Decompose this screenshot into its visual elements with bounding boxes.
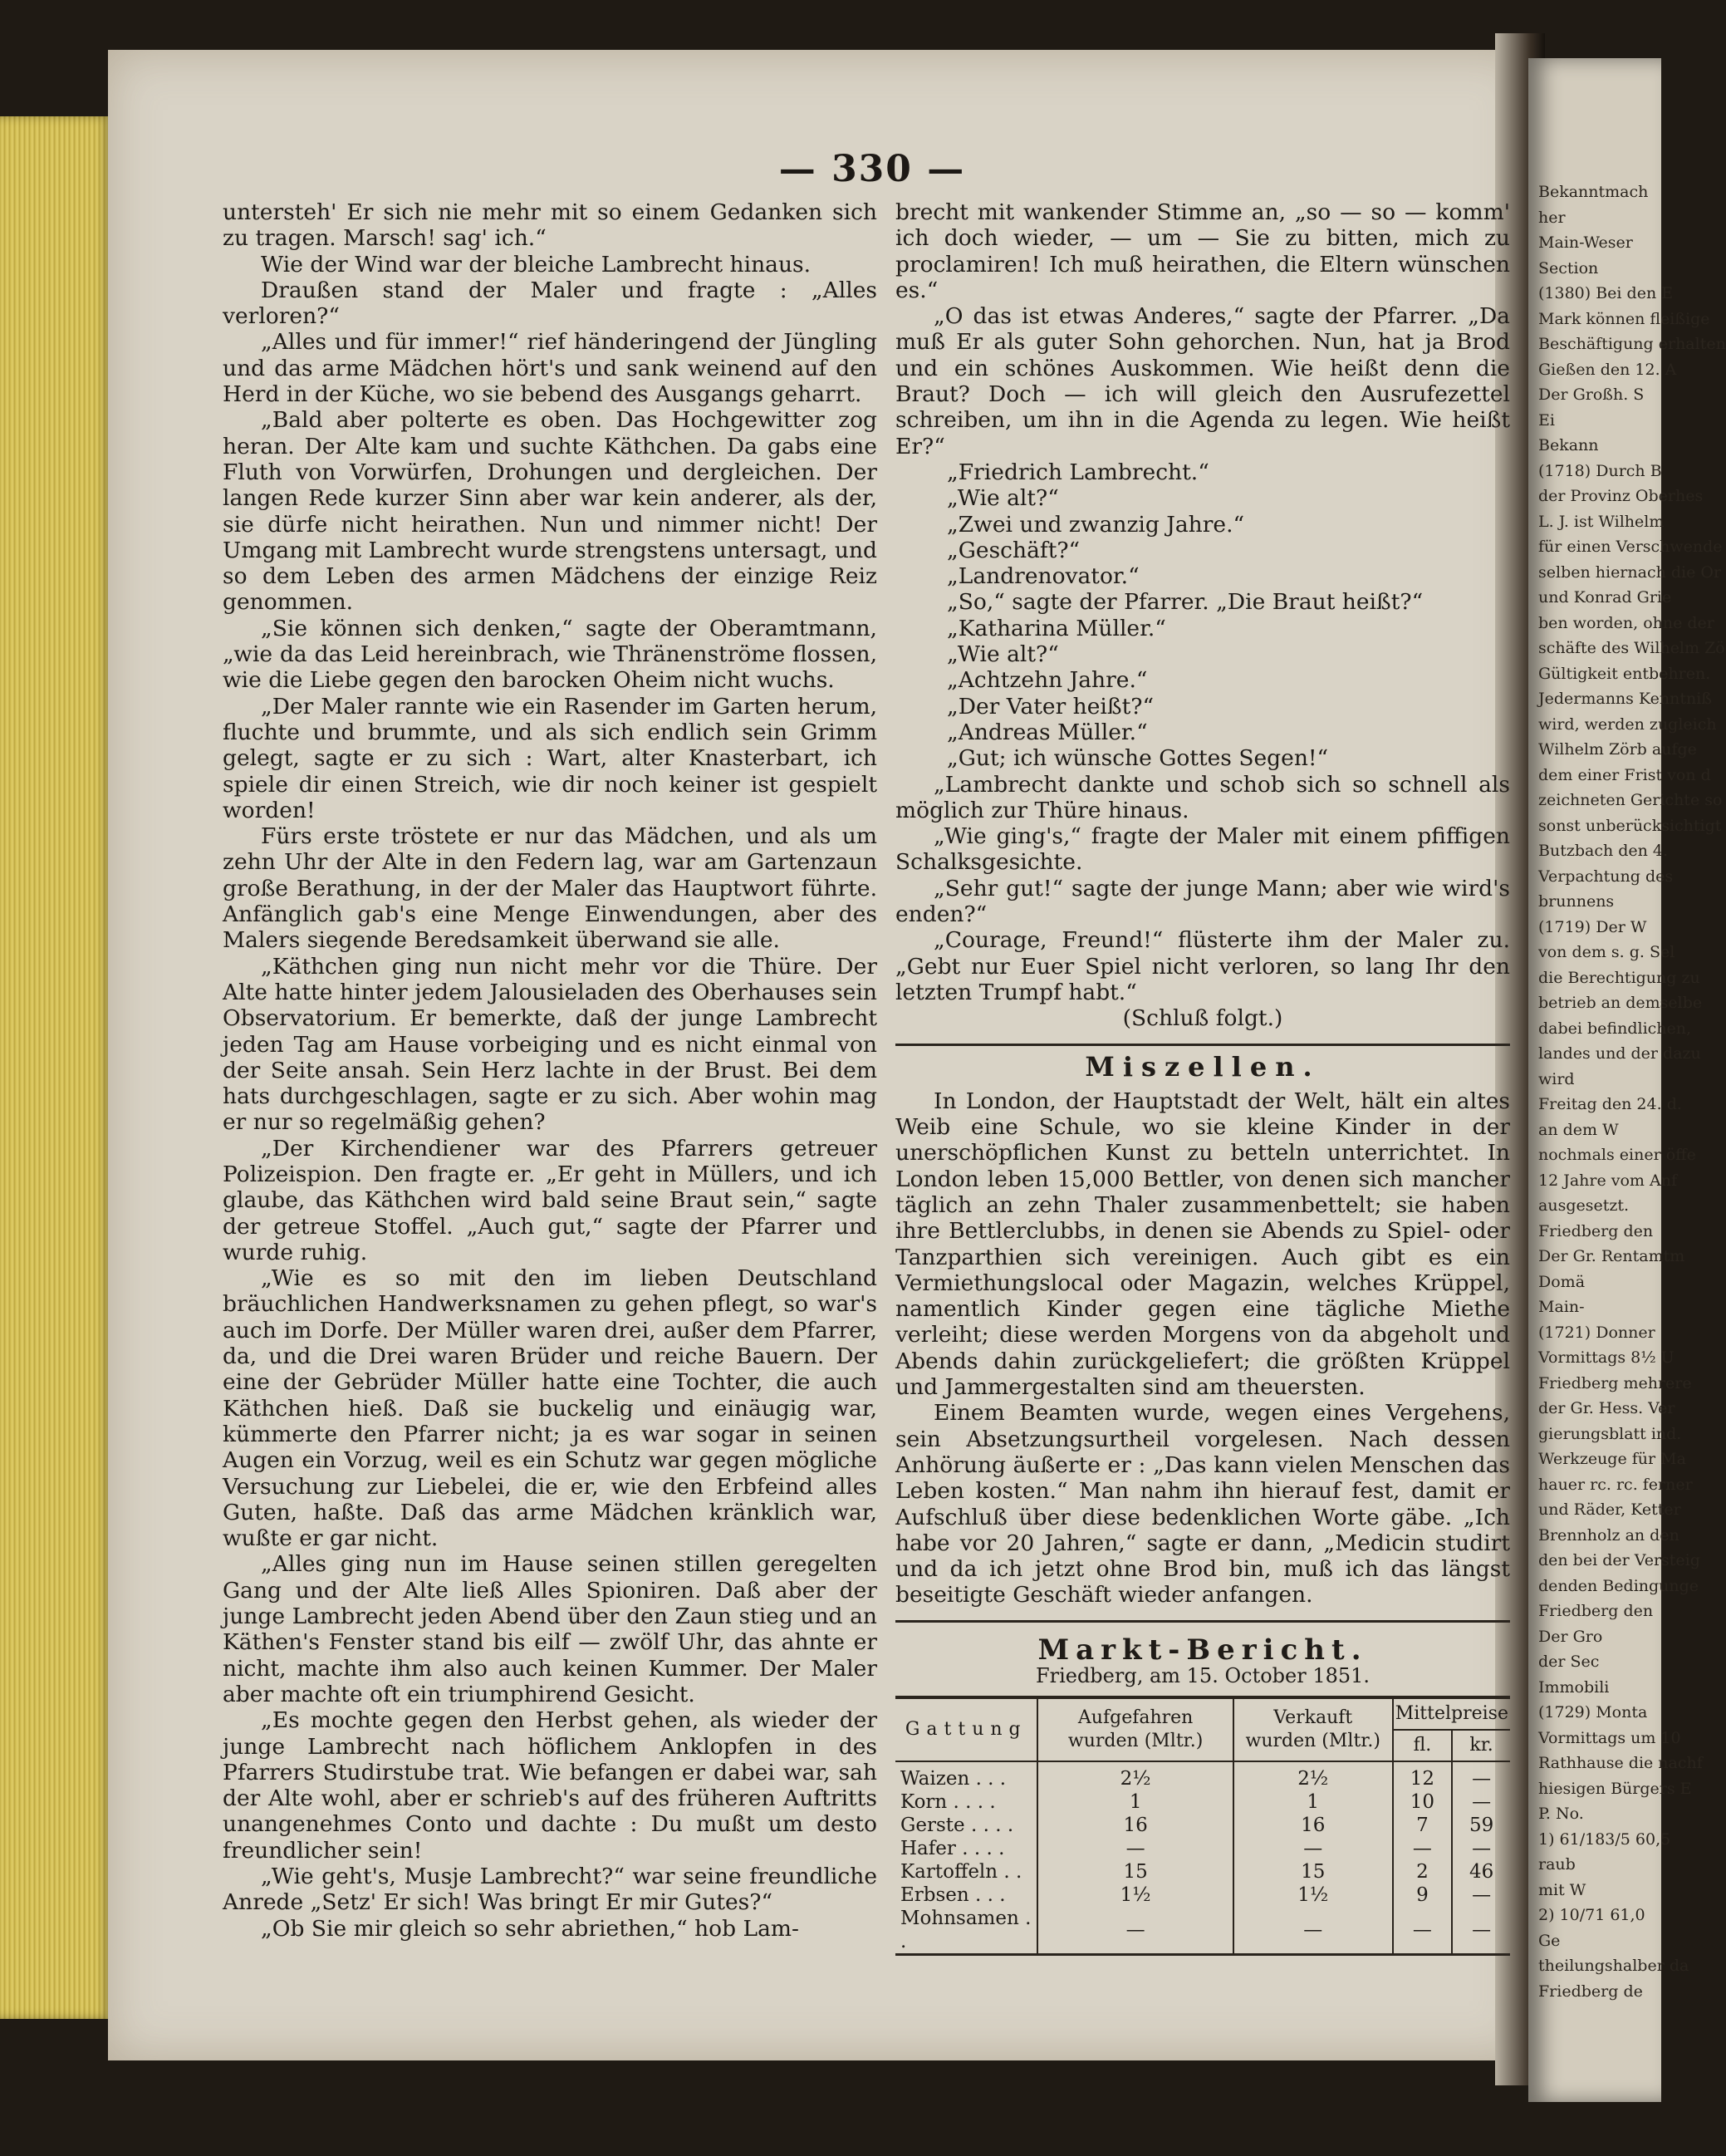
adjacent-page-fragment <box>1528 58 1726 2102</box>
table-row <box>895 1790 1510 1814</box>
header-mittelpreise: Mittelpreise <box>1393 1697 1510 1730</box>
header-gattung: Gattung <box>895 1697 1037 1761</box>
adjacent-page-line: wird, werden zugleich <box>1538 715 1717 734</box>
adjacent-page-line: Brennholz an den <box>1538 1525 1679 1545</box>
adjacent-page-line: Der Gro <box>1538 1627 1603 1646</box>
book-page-edges <box>0 116 112 2019</box>
adjacent-page-line: L. J. ist Wilhelm <box>1538 512 1665 531</box>
table-header-row <box>895 1697 1510 1730</box>
right-column-paragraph: „Lambrecht dankte und schob sich so schnell als möglich zur Thüre hinaus. <box>895 771 1510 823</box>
cell-kr: — <box>1472 1838 1492 1860</box>
adjacent-page-line: (1729) Monta <box>1538 1703 1648 1721</box>
left-column-paragraph: „Wie es so mit den im lieben Deutschland bräuchlichen Handwerksnamen zu gehen pflegt, so war's auch im Dorfe. Der Müller waren drei, außer dem Pfarrer, da, und die Drei waren Brüder und reiche Bauern. Der eine der Gebrüder Müller hatte eine Tochter, die auch Käthchen hieß. Daß sie buckelig und einäugig war, kümmerte den Pfarrer nicht; ja es war sogar in seinen Augen ein Vorzug, weil es ein Schutz war gegen mögliche Versuchung zur Liebelei, die er, wie den Erbfeind alles Guten, haßte. Daß das arme Mädchen kränklich war, wußte er gar nicht. <box>223 1265 877 1552</box>
adjacent-page-line: Vormittags 8½ U <box>1538 1348 1675 1367</box>
table-row <box>895 1907 1510 1955</box>
adjacent-page-line: Domä <box>1538 1272 1586 1291</box>
market-report-subtitle: Friedberg, am 15. October 1851. <box>1035 1664 1371 1688</box>
adjacent-page-line: (1719) Der W <box>1538 917 1647 936</box>
right-column-paragraph: „Friedrich Lambrecht.“ <box>947 459 1209 485</box>
market-table-body <box>895 1761 1510 1955</box>
cell-fl: 2 <box>1393 1860 1452 1883</box>
adjacent-page-line: die Berechtigung zu <box>1538 968 1700 987</box>
adjacent-page-line: 12 Jahre vom Anf <box>1538 1171 1677 1190</box>
adjacent-page-line: ausgesetzt. <box>1538 1196 1630 1215</box>
cell-aufgefahren: — <box>1037 1907 1233 1955</box>
cell-kr: — <box>1472 1768 1492 1790</box>
section-divider <box>895 1044 1510 1046</box>
right-column-paragraph: „Zwei und zwanzig Jahre.“ <box>947 511 1245 538</box>
adjacent-page-line: 1) 61/183/5 60,5 <box>1538 1829 1671 1849</box>
left-column-paragraph: „Käthchen ging nun nicht mehr vor die Thüre. Der Alte hatte hinter jedem Jalousieladen des Oberhauses sein Observatorium. Er bemerkte, daß der junge Lambrecht jeden Tag am Hause vorbeiging und es nicht einmal von der Seite ansah. Sein Herz lachte in der Brust. Bei dem hats durchgeschlagen, sagte er zu sich. Aber wohin mag er nur so regelmäßig gehen? <box>223 953 877 1136</box>
cell-kr: — <box>1472 1919 1492 1942</box>
left-column-paragraph: Wie der Wind war der bleiche Lambrecht hinaus. <box>261 251 812 277</box>
left-column-paragraph: „Es mochte gegen den Herbst gehen, als wieder der junge Lambrecht nach höflichem Anklopfen in des Pfarrers Studirstube trat. Wie befangen er dabei war, sah der Alte wohl, aber er schrieb's auf des früheren Auftritts unangenehmes Conto und dachte : Du mußt um desto freundlicher sein! <box>223 1707 877 1864</box>
adjacent-page-line: P. No. <box>1538 1805 1584 1823</box>
left-column-paragraph: „Alles ging nun im Hause seinen stillen geregelten Gang und der Alte ließ Alles Spioniren. Daß aber der junge Lambrecht jeden Abend über den Zaun stieg und an Käthen's Fenster stand bis eilf — zwölf Uhr, das ahnte er nicht, machte ihm also auch keinen Kummer. Der Maler aber machte oft ein triumphirend Gesicht. <box>223 1551 877 1707</box>
adjacent-page-line: Gültigkeit entbehren. <box>1538 664 1711 683</box>
adjacent-page-line: und Räder, Ketter <box>1538 1500 1681 1519</box>
cell-gattung: Erbsen . . . <box>895 1883 1037 1907</box>
closing-note: (Schluß folgt.) <box>1122 1005 1283 1032</box>
adjacent-page-line: betrieb an demselbe <box>1538 994 1703 1012</box>
cell-verkauft: 1 <box>1233 1790 1393 1814</box>
cell-aufgefahren: 1½ <box>1037 1883 1233 1907</box>
table-row <box>895 1883 1510 1907</box>
header-kr: kr. <box>1452 1730 1510 1761</box>
left-column-paragraph: untersteh' Er sich nie mehr mit so einem Gedanken sich zu tragen. Marsch! sag' ich.“ <box>223 199 877 252</box>
adjacent-page-line: Bekann <box>1538 436 1599 454</box>
adjacent-page-line: denden Bedingunge <box>1538 1576 1699 1595</box>
adjacent-page-line: wird <box>1538 1069 1575 1088</box>
adjacent-page-line: nochmals einer öffe <box>1538 1146 1696 1164</box>
right-column-paragraph: „Gut; ich wünsche Gottes Segen!“ <box>947 745 1329 772</box>
left-column-paragraph: „Wie geht's, Musje Lambrecht?“ war seine freundliche Anrede „Setz' Er sich! Was bringt Er mir Gutes?“ <box>223 1864 877 1916</box>
left-column-paragraph: „Bald aber polterte es oben. Das Hochgewitter zog heran. Der Alte kam und suchte Käthchen. Da gabs eine Fluth von Vorwürfen, Drohungen und dergleichen. Der langen Rede kurzer Sinn aber war kein anderer, als der, sie dürfe nicht heirathen. Nun und nimmer nicht! Der Umgang mit Lambrecht wurde strengstens untersagt, und so dem Leben des armen Mädchens der einzige Reiz genommen. <box>223 407 877 616</box>
adjacent-page-line: Main- <box>1538 1298 1585 1316</box>
adjacent-page-line: selben hiernach die Or <box>1538 562 1722 582</box>
adjacent-page-line: 2) 10/71 61,0 <box>1538 1906 1645 1924</box>
left-column-paragraph: „Sie können sich denken,“ sagte der Oberamtmann, „wie da das Leid hereinbrach, wie Thränenströme flossen, wie die Liebe gegen den barocken Oheim nicht wuchs. <box>223 615 877 694</box>
adjacent-page-line: Beschäftigung erhalten <box>1538 335 1726 353</box>
left-column <box>223 199 877 1942</box>
cell-fl: 10 <box>1393 1790 1452 1814</box>
adjacent-page-line: Verpachtung des <box>1538 867 1674 886</box>
adjacent-page-line: Rathhause die nachf <box>1538 1754 1703 1772</box>
adjacent-page-line: Friedberg den <box>1538 1602 1654 1620</box>
adjacent-page-line: mit W <box>1538 1880 1586 1899</box>
left-column-paragraph: „Alles und für immer!“ rief händeringend der Jüngling und das arme Mädchen hört's und sank weinend auf den Herd in der Küche, wo sie bebend des Ausgangs geharrt. <box>223 329 877 408</box>
adjacent-page-line: zeichneten Gerichte so <box>1538 791 1723 809</box>
adjacent-page-line: (1380) Bei den E <box>1538 284 1674 302</box>
adjacent-page-line: brunnens <box>1538 892 1615 911</box>
adjacent-page-line: an dem W <box>1538 1120 1619 1139</box>
right-column-paragraph: „Wie alt?“ <box>947 641 1059 668</box>
table-row <box>895 1860 1510 1883</box>
section-divider <box>895 1620 1510 1623</box>
table-row <box>895 1837 1510 1860</box>
right-column-paragraph: „Sehr gut!“ sagte der junge Mann; aber wie wird's enden?“ <box>895 875 1510 928</box>
adjacent-page-line: Jedermanns Kenntniß <box>1538 690 1712 708</box>
story-continuation <box>895 199 1510 1005</box>
left-column-paragraph: Fürs erste tröstete er nur das Mädchen, und als um zehn Uhr der Alte in den Federn lag, war am Gartenzaun große Berathung, in der der Maler das Hauptwort führte. Anfänglich gab's eine Menge Einwendungen, aber des Malers siegende Beredsamkeit überwand sie alle. <box>223 823 877 954</box>
adjacent-page-line: und Konrad Grie <box>1538 588 1672 607</box>
cell-aufgefahren: — <box>1037 1837 1233 1860</box>
cell-fl: 7 <box>1393 1814 1452 1837</box>
cell-gattung: Korn . . . . <box>895 1790 1037 1814</box>
adjacent-page-line: hiesigen Bürgers E <box>1538 1779 1692 1798</box>
cell-kr: 59 <box>1469 1815 1494 1837</box>
left-column-paragraph: Draußen stand der Maler und fragte : „Alles verloren?“ <box>223 277 877 330</box>
cell-gattung: Gerste . . . . <box>895 1814 1037 1837</box>
right-column-paragraph: „Der Vater heißt?“ <box>947 693 1155 719</box>
table-row <box>895 1761 1510 1790</box>
adjacent-page-line: Vormittags um 10 <box>1538 1728 1681 1747</box>
right-column-paragraph: „Landrenovator.“ <box>947 563 1140 590</box>
adjacent-page-line: Immobili <box>1538 1677 1610 1697</box>
right-column-paragraph: „Wie ging's,“ fragte der Maler mit einem pfiffigen Schalksgesichte. <box>895 823 1510 876</box>
adjacent-page-line: Friedberg mehrere <box>1538 1373 1692 1392</box>
right-column-paragraph: brecht mit wankender Stimme an, „so — so — komm' ich doch wieder, — um — Sie zu bitten, mich zu proclamiren! Ich muß heirathen, die Eltern wünschen es.“ <box>895 199 1510 303</box>
cell-kr: — <box>1472 1791 1492 1814</box>
cell-gattung: Hafer . . . . <box>895 1837 1037 1860</box>
cell-gattung: Mohnsamen . . <box>895 1907 1037 1955</box>
market-price-table <box>895 1696 1510 1956</box>
adjacent-page-line: Ge <box>1538 1931 1561 1950</box>
adjacent-page-line: Gießen den 12. A <box>1538 360 1677 379</box>
cell-fl: — <box>1393 1837 1452 1860</box>
adjacent-page-line: Section <box>1538 258 1599 277</box>
adjacent-page-line: her <box>1538 208 1566 227</box>
adjacent-page-line: Bekanntmach <box>1538 183 1649 201</box>
cell-verkauft: 15 <box>1233 1860 1393 1883</box>
cell-verkauft: — <box>1233 1837 1393 1860</box>
adjacent-page-line: Ei <box>1538 410 1555 430</box>
cell-aufgefahren: 2½ <box>1037 1761 1233 1790</box>
adjacent-page-line: Mark können fleißige <box>1538 309 1710 328</box>
adjacent-page-line: dem einer Frist von d <box>1538 765 1711 784</box>
adjacent-page-line: Main-Weser <box>1538 233 1633 252</box>
adjacent-page-line: Werkzeuge für Ma <box>1538 1450 1686 1468</box>
right-column-paragraph: „Courage, Freund!“ flüsterte ihm der Maler zu. „Gebt nur Euer Spiel nicht verloren, so lang Ihr den letzten Trumpf habt.“ <box>895 927 1510 1005</box>
adjacent-page-line: dabei befindlichen, <box>1538 1019 1692 1038</box>
adjacent-page-line: Wilhelm Zörb aufge <box>1538 740 1697 759</box>
adjacent-page-line: landes und der dazu <box>1538 1044 1701 1063</box>
adjacent-page-line: Freitag den 24. d. <box>1538 1095 1682 1113</box>
adjacent-page-line: gierungsblatt ind. <box>1538 1424 1682 1443</box>
adjacent-page-line: theilungshalber da <box>1538 1957 1689 1975</box>
adjacent-page-line: raub <box>1538 1855 1576 1874</box>
adjacent-page-line: (1718) Durch B <box>1538 461 1662 480</box>
miszellen-body <box>895 1088 1510 1608</box>
adjacent-page-line: schäfte des Wilhelm Zö <box>1538 639 1725 657</box>
cell-verkauft: — <box>1233 1907 1393 1955</box>
right-column-paragraph: „Andreas Müller.“ <box>947 719 1148 745</box>
cell-aufgefahren: 15 <box>1037 1860 1233 1883</box>
right-column-paragraph: „Wie alt?“ <box>947 485 1059 512</box>
adjacent-page-line: ben worden, ohne der <box>1538 613 1714 632</box>
cell-aufgefahren: 16 <box>1037 1814 1233 1837</box>
adjacent-page-line: den bei der Versteig <box>1538 1551 1700 1569</box>
adjacent-page-line: Der Großh. S <box>1538 386 1645 404</box>
adjacent-page-line: sonst unberücksichtigt <box>1538 816 1722 835</box>
adjacent-page-line: für einen Verschwende <box>1538 538 1723 556</box>
cell-fl: 12 <box>1393 1761 1452 1790</box>
right-column <box>895 199 1510 1956</box>
miszellen-title: Miszellen. <box>1085 1050 1321 1083</box>
left-column-paragraph: „Der Maler rannte wie ein Rasender im Garten herum, fluchte und brummte, und als sich endlich sein Grimm gelegt, sagte er zu sich : Wart, alter Knasterbart, ich spiele dir einen Streich, wie dir noch keiner ist gespielt worden! <box>223 693 877 823</box>
adjacent-page-line: der Gr. Hess. Ver <box>1538 1399 1675 1417</box>
adjacent-page-line: Der Gr. Rentamtm <box>1538 1247 1685 1265</box>
left-column-paragraph: „Der Kirchendiener war des Pfarrers getreuer Polizeispion. Den fragte er. „Er geht in Müllers, und ich glaube, das Käthchen wird bald seine Braut sein,“ sagte der getreue Stoffel. „Auch gut,“ sagte der Pfarrer und wurde ruhig. <box>223 1135 877 1265</box>
cell-gattung: Kartoffeln . . <box>895 1860 1037 1883</box>
cell-kr: — <box>1472 1884 1492 1907</box>
adjacent-page-line: der Sec <box>1538 1653 1600 1671</box>
page-number: — 330 — <box>778 148 966 190</box>
cell-verkauft: 1½ <box>1233 1883 1393 1907</box>
adjacent-page-line: von dem s. g. Sel <box>1538 943 1675 961</box>
cell-gattung: Waizen . . . <box>895 1761 1037 1790</box>
left-column-paragraph: „Ob Sie mir gleich so sehr abriethen,“ hob Lam- <box>261 1915 799 1942</box>
right-column-paragraph: „O das ist etwas Anderes,“ sagte der Pfarrer. „Da muß Er als guter Sohn gehorchen. Nun, hat ja Brod und ein schönes Auskommen. Wie heißt denn die Braut? Doch — ich will gleich den Ausrufezettel schreiben, um ihn in die Agenda zu legen. Wie heißt Er?“ <box>895 303 1510 459</box>
cell-kr: 46 <box>1469 1861 1494 1883</box>
cell-verkauft: 16 <box>1233 1814 1393 1837</box>
adjacent-page-line: hauer rc. rc. ferner <box>1538 1475 1693 1494</box>
adjacent-page-line: Friedberg de <box>1538 1982 1643 2001</box>
header-verkauft: Verkauft wurden (Mltr.) <box>1233 1697 1393 1761</box>
right-column-paragraph: „Katharina Müller.“ <box>947 615 1166 641</box>
cell-verkauft: 2½ <box>1233 1761 1393 1790</box>
market-report-title: Markt-Bericht. <box>1037 1633 1368 1667</box>
adjacent-page-line: (1721) Donner <box>1538 1323 1655 1342</box>
cell-fl: — <box>1393 1907 1452 1955</box>
miszellen-paragraph: In London, der Hauptstadt der Welt, hält ein altes Weib eine Schule, wo sie kleine Kinder in der unerschöpflichen Kunst zu betteln unterrichtet. In London leben 15,000 Bettler, von denen sich mancher täglich an zehn Thaler zusammenbettelt; sie haben ihre Bettlerclubbs, in denen sie Abends zu Spiel- oder Tanzparthien sich vereinigen. Auch gibt es ein Vermiethungslocal oder Magazin, welches Krüppel, namentlich Kinder gegen eine tägliche Miethe verleiht; diese werden Morgens von da abgeholt und Abends dahin zurückgeliefert; die größten Krüppel und Jammergestalten sind am theuersten. <box>895 1088 1510 1401</box>
adjacent-page-line: der Provinz Oberhes <box>1538 487 1704 505</box>
cell-aufgefahren: 1 <box>1037 1790 1233 1814</box>
header-fl: fl. <box>1393 1730 1452 1761</box>
cell-fl: 9 <box>1393 1883 1452 1907</box>
table-row <box>895 1814 1510 1837</box>
adjacent-page-line: Butzbach den 4. <box>1538 842 1669 860</box>
header-aufgefahren: Aufgefahren wurden (Mltr.) <box>1037 1697 1233 1761</box>
right-column-paragraph: „So,“ sagte der Pfarrer. „Die Braut heißt?“ <box>947 589 1424 616</box>
adjacent-page-line: Friedberg den <box>1538 1221 1654 1240</box>
miszellen-paragraph: Einem Beamten wurde, wegen eines Vergehens, sein Absetzungsurtheil vorgelesen. Nach dessen Anhörung äußerte er : „Das kann vielen Menschen das Leben kosten.“ Man nahm ihn hierauf fest, damit er Aufschluß über diese bedenklichen Worte gäbe. „Ich habe vor 20 Jahren,“ sagte er dann, „Medicin studirt und da ich jetzt ohne Brod bin, muß ich das längst beseitigte Geschäft wieder anfangen. <box>895 1400 1510 1608</box>
right-column-paragraph: „Achtzehn Jahre.“ <box>947 667 1148 694</box>
right-column-paragraph: „Geschäft?“ <box>947 537 1081 563</box>
